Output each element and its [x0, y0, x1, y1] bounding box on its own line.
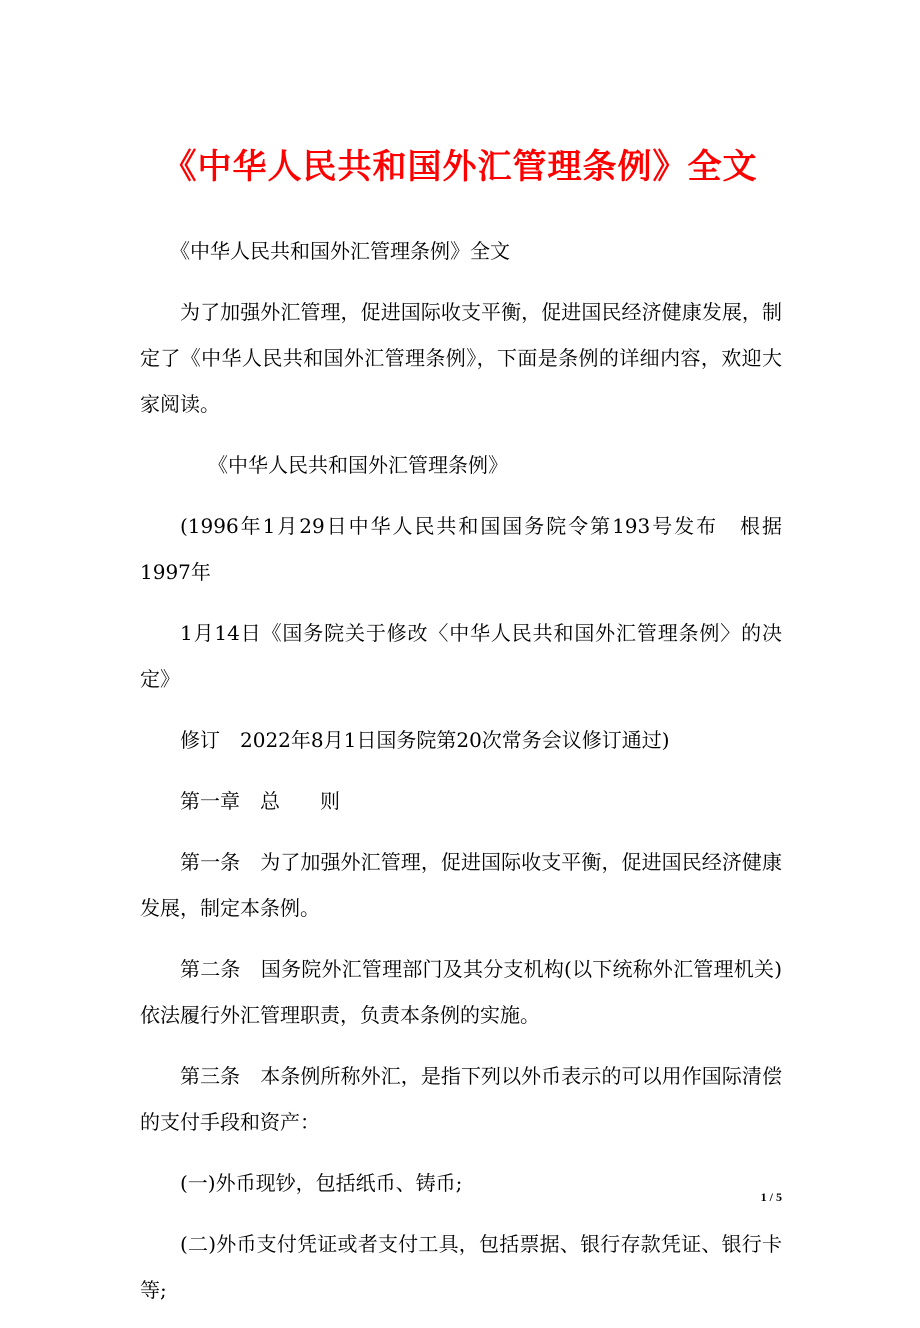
document-body [140, 228, 782, 1328]
intro-heading: 《中华人民共和国外汇管理条例》全文 [170, 239, 510, 263]
article-1: 第一条 为了加强外汇管理，促进国际收支平衡，促进国民经济健康发展，制定本条例。 [140, 850, 782, 920]
regulation-heading: 《中华人民共和国外汇管理条例》 [208, 453, 508, 477]
chapter-heading: 第一章 总 则 [180, 789, 340, 813]
page-number: 1 / 5 [760, 1190, 782, 1204]
article-3-item-1: (一)外币现钞，包括纸币、铸币; [180, 1171, 463, 1195]
article-2: 第二条 国务院外汇管理部门及其分支机构(以下统称外汇管理机关)依法履行外汇管理职责，负责本条例的实施。 [140, 957, 782, 1027]
document-title: 《中华人民共和国外汇管理条例》全文 [162, 147, 758, 187]
history-line-1: (1996年1月29日中华人民共和国国务院令第193号发布 根据1997年 [140, 514, 782, 584]
intro-paragraph: 为了加强外汇管理，促进国际收支平衡，促进国民经济健康发展，制定了《中华人民共和国外汇管理条例》，下面是条例的详细内容，欢迎大家阅读。 [140, 300, 782, 416]
article-3-item-2: (二)外币支付凭证或者支付工具，包括票据、银行存款凭证、银行卡等; [140, 1232, 782, 1302]
history-line-3: 修订 2022年8月1日国务院第20次常务会议修订通过) [180, 728, 670, 752]
article-3: 第三条 本条例所称外汇，是指下列以外币表示的可以用作国际清偿的支付手段和资产： [140, 1064, 782, 1134]
history-line-2: 1月14日《国务院关于修改〈中华人民共和国外汇管理条例〉的决定》 [140, 621, 782, 691]
